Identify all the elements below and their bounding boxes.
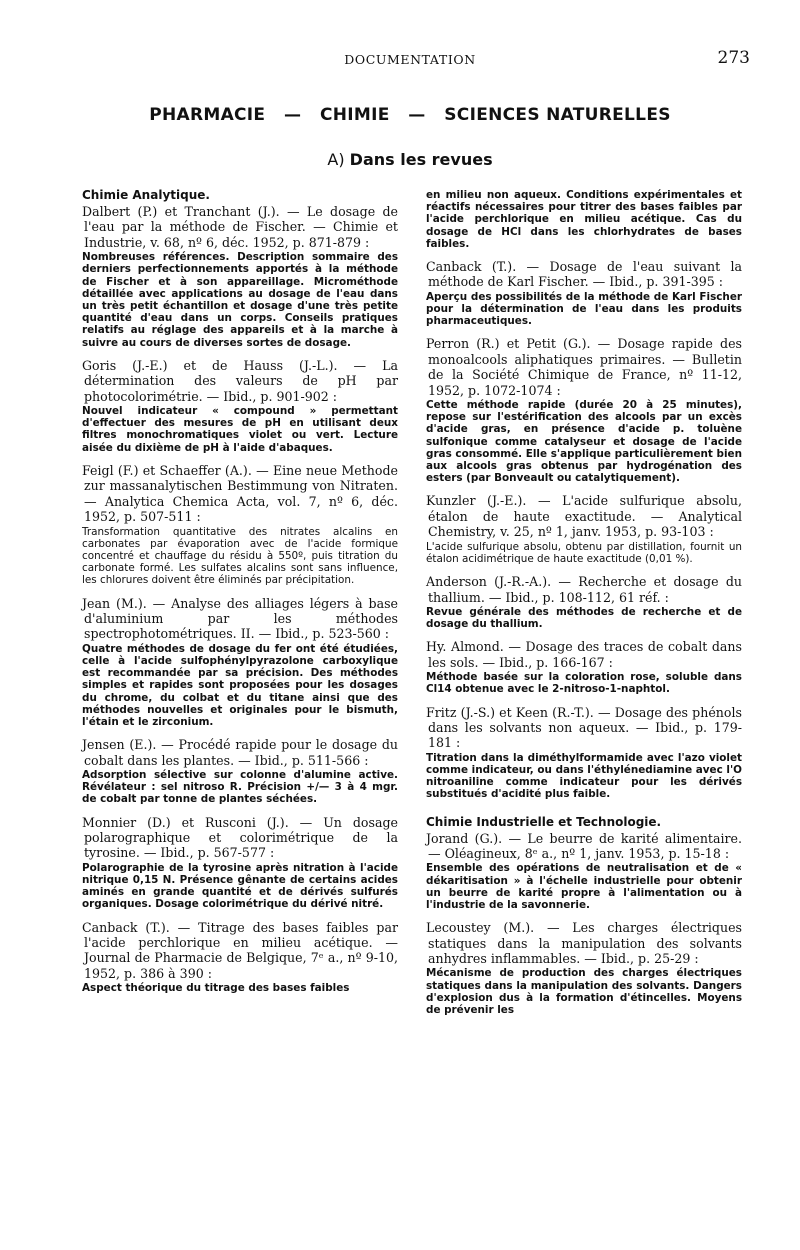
entry-abstract: Méthode basée sur la coloration rose, soluble dans Cl14 obtenue avec le 2-nitroso-1-naphtol. <box>426 671 742 696</box>
entry-abstract-continuation: en milieu non aqueux. Conditions expérimentales et réactifs nécessaires pour titrer des bases faibles par l'acide perchlorique en milieu acétique. Cas du dosage de HCl dans les chlorhydrates de bases faibles. <box>426 189 742 250</box>
entry-reference: Jorand (G.). — Le beurre de karité alimentaire. — Oléagineux, 8ᵉ a., nº 1, janv. 1953, p. 15-18 : <box>426 830 742 861</box>
entry-abstract: L'acide sulfurique absolu, obtenu par distillation, fournit un étalon acidimétrique de haute exactitude (0,01 %). <box>426 540 742 565</box>
left-column <box>82 188 398 1003</box>
bibliography-entry <box>426 705 742 801</box>
running-title: DOCUMENTATION <box>344 52 476 67</box>
entry-abstract: Nombreuses références. Description sommaire des derniers perfectionnements apportés à la méthode de Fischer et à son appareillage. Microméthode détaillée avec applications au dosage de l'eau dans un très petit échantillon et dosage d'une très petite quantité d'eau dans un corps. Conseils pratiques relatifs au réglage des appareils et à la marche à suivre au cours de diverses sortes de dosage. <box>82 251 398 349</box>
entry-abstract: Ensemble des opérations de neutralisation et de « dékaritisation » à l'échelle industrielle pour obtenir un beurre de karité propre à l'alimentation ou à l'industrie de la savonnerie. <box>426 862 742 911</box>
entry-reference: Perron (R.) et Petit (G.). — Dosage rapide des monoalcools aliphatiques primaires. — Bulletin de la Société Chimique de France, nº 11-12, 1952, p. 1072-1074 : <box>426 336 742 398</box>
subtitle-prefix: A) <box>327 150 350 169</box>
entry-reference: Hy. Almond. — Dosage des traces de cobalt dans les sols. — Ibid., p. 166-167 : <box>426 639 742 670</box>
page-title: PHARMACIE — CHIMIE — SCIENCES NATURELLES <box>149 105 671 125</box>
bibliography-entry <box>426 920 742 1016</box>
entry-reference: Anderson (J.-R.-A.). — Recherche et dosage du thallium. — Ibid., p. 108-112, 61 réf. : <box>426 574 742 605</box>
entry-abstract: Quatre méthodes de dosage du fer ont été étudiées, celle à l'acide sulfophénylpyrazolone carboxylique est recommandée par sa précision. Des méthodes simples et rapides sont proposées pour les dosages du chrome, du colbat et du titane ainsi que des méthodes nouvelles et originales pour le bismuth, l'étain et le zirconium. <box>82 642 398 728</box>
entry-abstract: Cette méthode rapide (durée 20 à 25 minutes), repose sur l'estérification des alcools par un excès d'acide gras, en présence d'acide p. toluène sulfonique comme catalyseur et dosage de l'acide gras consommé. Elle s'applique particulièrement bien aux alcools gras obtenus par hydrogénation des esters (par Bonveault ou catalytiquement). <box>426 399 742 485</box>
section-heading-industrielle: Chimie Industrielle et Technologie. <box>426 814 662 829</box>
entry-reference: Dalbert (P.) et Tranchant (J.). — Le dosage de l'eau par la méthode de Fischer. — Chimie et Industrie, v. 68, nº 6, déc. 1952, p. 871-879 : <box>82 204 398 250</box>
bibliography-entry <box>426 831 742 912</box>
bibliography-entry <box>426 574 742 630</box>
entry-reference: Kunzler (J.-E.). — L'acide sulfurique absolu, étalon de haute exactitude. — Analytical Chemistry, v. 25, nº 1, janv. 1953, p. 93-103 : <box>426 493 742 540</box>
bibliography-entry <box>82 204 398 349</box>
entry-abstract: Polarographie de la tyrosine après nitration à l'acide nitrique 0,15 N. Présence gênante de certains acides aminés en grande quantité et de dérivés sulfurés organiques. Dosage colorimétrique du dérivé nitré. <box>82 861 398 911</box>
entry-abstract: Titration dans la diméthylformamide avec l'azo violet comme indicateur, ou dans l'éthylénediamine avec l'O nitroaniline comme indicateur pour les dérivés substitués d'acidité plus faible. <box>426 751 742 801</box>
entry-reference: Fritz (J.-S.) et Keen (R.-T.). — Dosage des phénols dans les solvants non aqueux. — Ibid., p. 179-181 : <box>426 704 742 751</box>
entry-reference: Feigl (F.) et Schaeffer (A.). — Eine neue Methode zur massanalytischen Bestimmung von Nitraten. — Analytica Chemica Acta, vol. 7, nº 6, déc. 1952, p. 507-511 : <box>82 462 398 525</box>
entry-reference: Canback (T.). — Titrage des bases faibles par l'acide perchlorique en milieu acétique. — Journal de Pharmacie de Belgique, 7ᵉ a., nº 9-10, 1952, p. 386 à 390 : <box>82 919 398 981</box>
running-header <box>70 48 750 74</box>
bibliography-entry <box>426 336 742 484</box>
entry-reference: Canback (T.). — Dosage de l'eau suivant la méthode de Karl Fischer. — Ibid., p. 391-395 : <box>426 259 742 290</box>
page-number: 273 <box>717 48 750 68</box>
entry-abstract: Aperçu des possibilités de la méthode de Karl Fischer pour la détermination de l'eau dans les produits pharmaceutiques. <box>426 290 742 328</box>
entry-reference: Monnier (D.) et Rusconi (J.). — Un dosage polarographique et colorimétrique de la tyrosine. — Ibid., p. 567-577 : <box>82 814 398 861</box>
section-subtitle <box>70 150 750 169</box>
bibliography-entry <box>426 639 742 695</box>
bibliography-entry <box>82 463 398 587</box>
entry-abstract: Revue générale des méthodes de recherche et de dosage du thallium. <box>426 605 742 631</box>
bibliography-entry <box>82 596 398 729</box>
bibliography-entry <box>82 358 398 454</box>
entry-reference: Jean (M.). — Analyse des alliages légers à base d'aluminium par les méthodes spectrophotométriques. II. — Ibid., p. 523-560 : <box>82 595 398 642</box>
bibliography-entry <box>82 737 398 805</box>
section-heading-analytique: Chimie Analytique. <box>82 188 210 202</box>
entry-reference: Jensen (E.). — Procédé rapide pour le dosage du cobalt dans les plantes. — Ibid., p. 511-566 : <box>82 737 398 768</box>
bibliography-entry <box>82 815 398 911</box>
bibliography-entry <box>82 920 398 995</box>
entry-abstract: Mécanisme de production des charges électriques statiques dans la manipulation des solvants. Dangers d'explosion dus à la formation d'étincelles. Moyens de prévenir les <box>426 967 742 1017</box>
bibliography-entry <box>426 493 742 565</box>
entry-abstract: Transformation quantitative des nitrates alcalins en carbonates par évaporation avec de l'acide formique concentré et chauffage du résidu à 550º, puis titration du carbonate formé. Les sulfates alcalins sont sans influence, les chlorures doivent être éliminés par précipitation. <box>82 525 398 587</box>
entry-abstract: Nouvel indicateur « compound » permettant d'effectuer des mesures de pH en utilisant deux filtres monochromatiques violet ou vert. Lecture aisée du dixième de pH à l'aide d'abaques. <box>82 405 398 454</box>
right-column <box>426 188 742 1025</box>
subtitle-bold: Dans les revues <box>349 150 493 169</box>
entry-abstract: Aspect théorique du titrage des bases faibles <box>82 982 350 995</box>
entry-reference: Goris (J.-E.) et de Hauss (J.-L.). — La détermination des valeurs de pH par photocolorimétrie. — Ibid., p. 901-902 : <box>82 357 398 404</box>
continued-abstract <box>426 189 742 250</box>
entry-reference: Lecoustey (M.). — Les charges électriques statiques dans la manipulation des solvants anhydres inflammables. — Ibid., p. 25-29 : <box>426 920 742 967</box>
bibliography-entry <box>426 259 742 327</box>
entry-abstract: Adsorption sélective sur colonne d'alumine active. Révélateur : sel nitroso R. Précision +/— 3 à 4 mgr. de cobalt par tonne de plantes séchées. <box>82 768 398 806</box>
